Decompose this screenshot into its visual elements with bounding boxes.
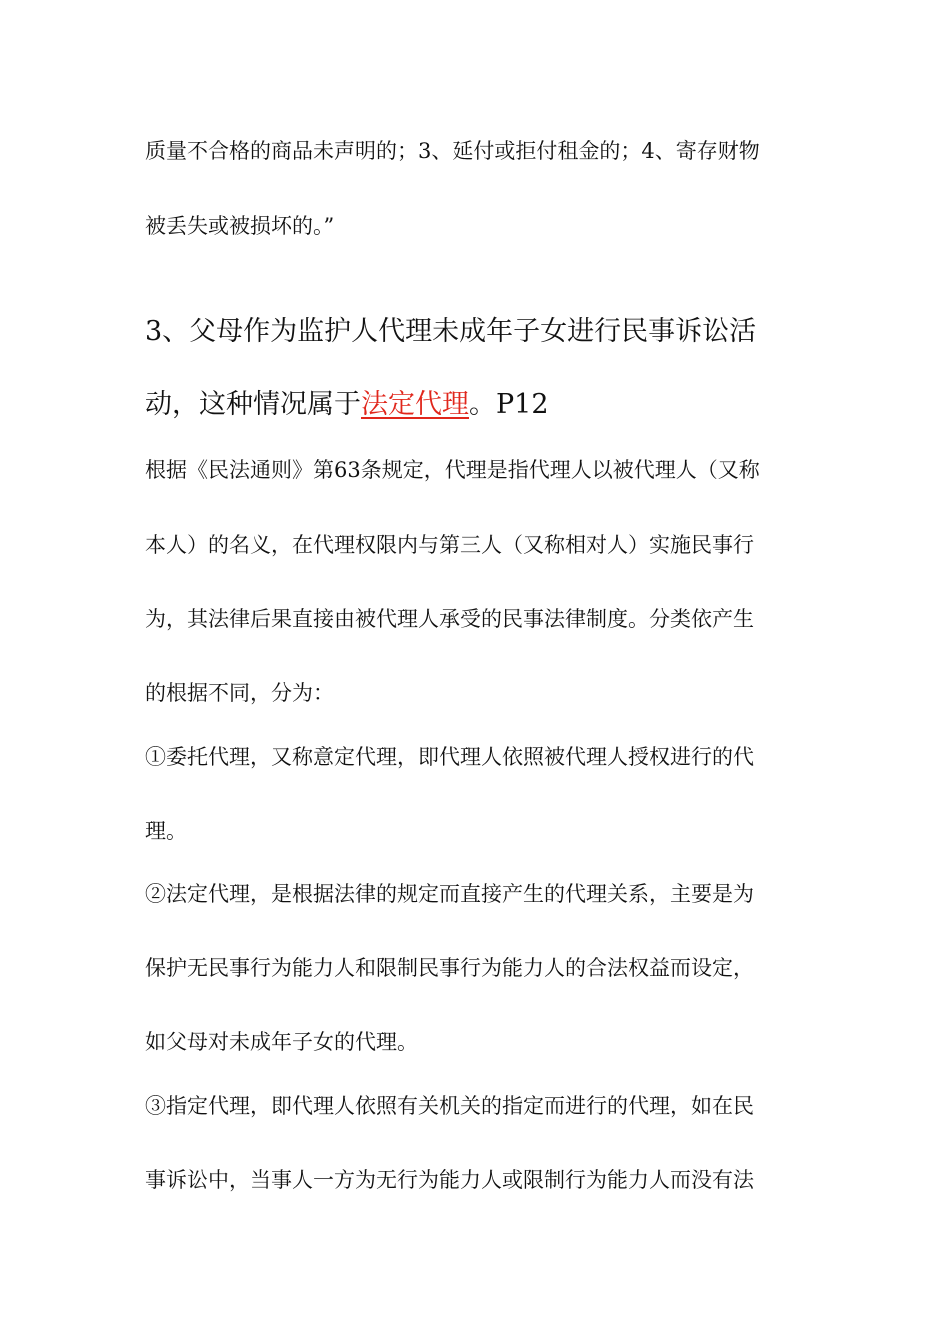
item-2-line-1: ②法定代理，是根据法律的规定而直接产生的代理关系，主要是为 [145,882,754,906]
explanation-line-4: 的根据不同，分为： [145,681,334,705]
item-2-line-3: 如父母对未成年子女的代理。 [145,1030,418,1054]
item-1-line-1: ①委托代理，又称意定代理，即代理人依照被代理人授权进行的代 [145,745,754,769]
intro-line-1: 质量不合格的商品未声明的；3、延付或拒付租金的；4、寄存财物 [145,139,760,163]
question-line-1: 3、父母作为监护人代理未成年子女进行民事诉讼活 [145,316,757,347]
explanation-line-1: 根据《民法通则》第63条规定，代理是指代理人以被代理人（又称 [145,458,760,482]
question-line-2 [145,386,549,424]
explanation-line-2: 本人）的名义，在代理权限内与第三人（又称相对人）实施民事行 [145,533,754,557]
item-1-line-2: 理。 [145,819,187,843]
item-3-line-2: 事诉讼中，当事人一方为无行为能力人或限制行为能力人而没有法 [145,1168,754,1192]
question-suffix: 。P12 [469,389,549,420]
explanation-line-3: 为，其法律后果直接由被代理人承受的民事法律制度。分类依产生 [145,607,754,631]
item-3-line-1: ③指定代理，即代理人依照有关机关的指定而进行的代理，如在民 [145,1094,754,1118]
intro-line-2: 被丢失或被损坏的。” [145,214,335,238]
question-prefix: 动，这种情况属于 [145,389,361,420]
answer-highlight: 法定代理 [361,389,469,420]
item-2-line-2: 保护无民事行为能力人和限制民事行为能力人的合法权益而设定， [145,956,754,980]
